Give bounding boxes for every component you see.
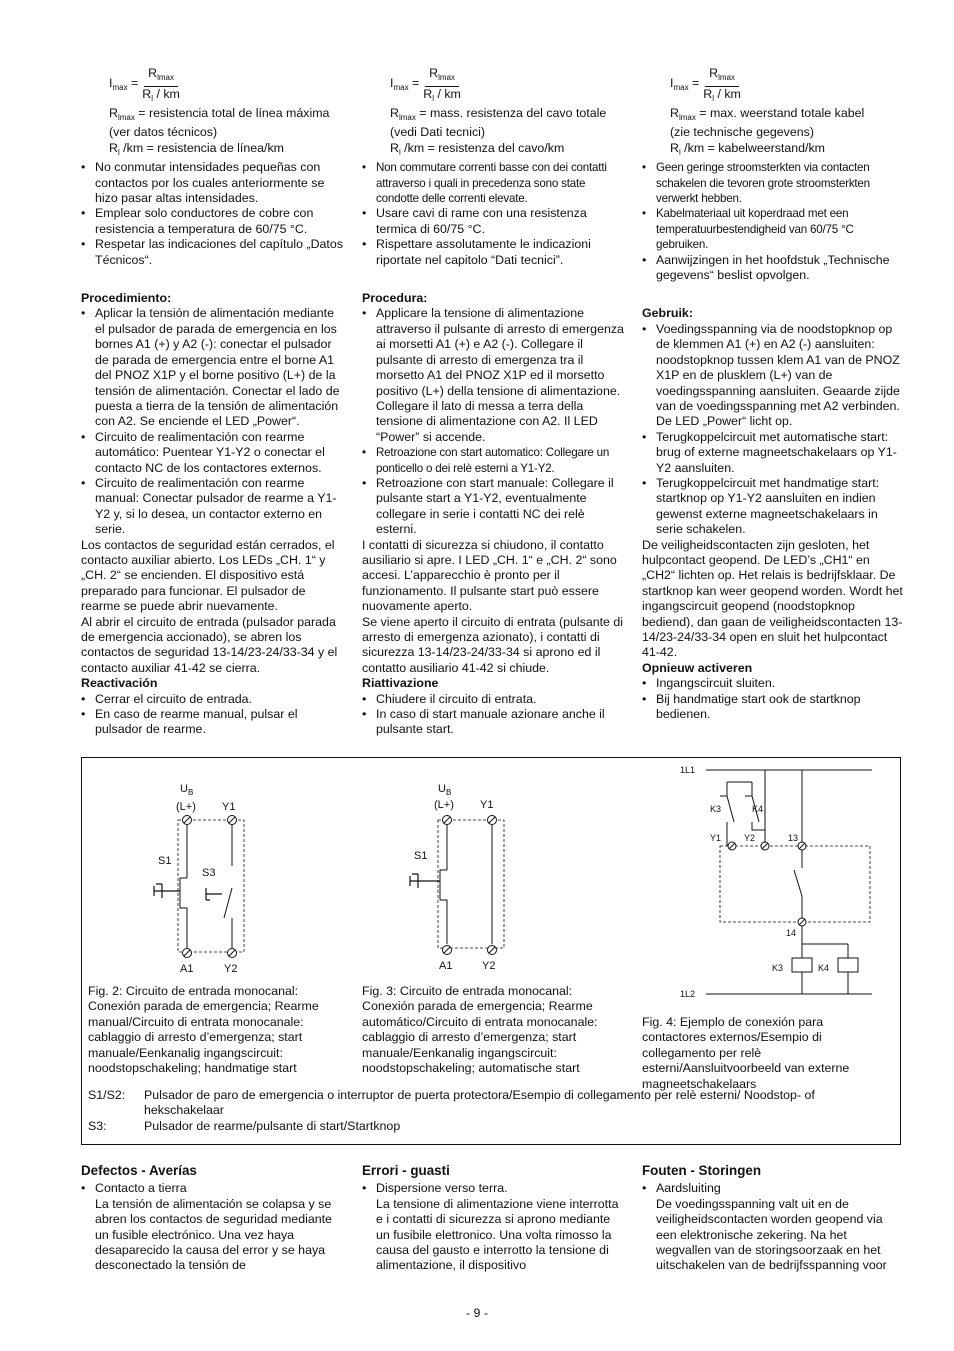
column-it: [362, 66, 624, 738]
list-item: • Aardsluiting: [642, 1181, 904, 1196]
procedure-list: [642, 322, 904, 538]
list-item: • Terugkoppelcircuit met handmatige start: startknop op Y1-Y2 aansluiten en indien gewenst externe magneetschakelaars in serie schakelen.: [642, 476, 904, 538]
label-a1: A1: [180, 963, 194, 975]
formula-den: R: [142, 86, 152, 101]
label-14: 14: [786, 928, 797, 938]
terminal-y1: [228, 816, 237, 825]
section-faults-it: [362, 1163, 624, 1274]
section-faults-es: [81, 1163, 343, 1274]
list-item: • Aanwijzingen in het hoofdstuk „Technische gegevens“ beslist opvolgen.: [642, 253, 904, 284]
list-item: • Emplear solo conductores de cobre con resistencia a temperatura de 60/75 °C.: [81, 206, 343, 237]
fig2-circuit-diagram: [142, 778, 272, 978]
s3-contact: [224, 888, 232, 948]
reactivation-list: [81, 692, 343, 738]
s1-contact: [180, 878, 187, 948]
notes-list: [642, 160, 904, 283]
label-y2: Y2: [224, 963, 238, 975]
section-faults-nl: [642, 1163, 904, 1274]
label-ub: $U_B$: [180, 783, 194, 797]
column-es: [81, 66, 343, 738]
paragraph: Se viene aperto il circuito di entrata (pulsante di arresto di emergenza azionato), i contatti di sicurezza 13-14/23-24/33-34 si aprono ed il contatto ausiliario 41-42 si chiude.: [362, 614, 624, 675]
paragraph: I contatti di sicurezza si chiudono, il contatto ausiliario si apre. I LED „CH. 1“ e „CH. 2“ sono accesi. L’apparecchio è pronto per il funzionamento. Il pulsante start può essere nuovamente aperto.: [362, 537, 617, 614]
section-heading: Opnieuw activeren: [642, 660, 753, 675]
list-item: • Kabelmateriaal uit koperdraad met een temperatuurbestendigheid van 60/75 °C gebruiken.: [642, 206, 904, 252]
list-item: • Cerrar el circuito de entrada.: [81, 692, 343, 707]
reset-pushbutton-actuator-icon: [206, 888, 222, 900]
label-13: 13: [788, 833, 799, 843]
label-k3-coil: K3: [772, 963, 784, 973]
label-1l1: 1L1: [680, 765, 696, 775]
section-title: Fouten - Storingen: [642, 1163, 762, 1178]
list-item: • Usare cavi di rame con una resistenza termica di 60/75 °C.: [362, 206, 624, 237]
reactivation-list: [642, 676, 904, 722]
formula-den-sub: l: [151, 93, 153, 103]
formula-lhs: I: [109, 76, 113, 91]
section-title: Defectos - Averías: [81, 1163, 197, 1178]
terminal-y1: [728, 842, 736, 850]
terminal-13: [798, 842, 806, 850]
list-item: • Respetar las indicaciones del capítulo „Datos Técnicos“.: [81, 237, 343, 268]
terminal-y2: [228, 949, 237, 958]
list-item: • Terugkoppelcircuit met automatische start: brug of externe magneetschakelaars op Y1-Y2 aansluiten.: [642, 430, 904, 476]
label-s3: S3: [202, 867, 216, 879]
label-s1: S1: [158, 855, 172, 867]
section-heading: Gebruik:: [642, 306, 693, 321]
paragraph: Al abrir el circuito de entrada (pulsador parada de emergencia accionado), se abren los contactos de seguridad 13-14/23-24/33-34 y el contacto auxiliar 41-42 se cierra.: [81, 614, 338, 675]
label-a1: A1: [439, 960, 453, 972]
paragraph: De veiligheidscontacten zijn gesloten, het hulpcontact geopend. De LED’s „CH1“ en „CH2“ lichten op. Het relais is bedrijfsklaar. De startknop kan weer geopend worden. Wordt het ingangscircuit geopend (noodstopknop bediend), dan gaan de veiligheidscontacten 13-14/23-24/33-34 open en sluit het hulpcontact 41-42.: [642, 537, 903, 660]
fig4-caption: Fig. 4: Ejemplo de conexión para contactores externos/Esempio di collegamento per relè esterni/Aansluitvoorbeeld van externe magneetschakelaars: [642, 1015, 850, 1091]
paragraph: De voedingsspanning valt uit en de veiligheidscontacten worden geopend via een elektronische zekering. Na het wegvallen van de storingsoorzaak en het uitschakelen van de bedrijfsspanning voor: [656, 1196, 887, 1273]
section-title: Errori - guasti: [362, 1163, 450, 1178]
device-outline: [438, 820, 504, 948]
section-heading: Procedimiento:: [81, 291, 172, 306]
label-lplus: (L+): [434, 799, 454, 811]
list-item: • Rispettare assolutamente le indicazioni riportate nel capitolo “Dati tecnici”.: [362, 237, 624, 268]
list-item: • Voedingsspanning via de noodstopknop op de klemmen A1 (+) en A2 (-) aansluiten: noodstopknop tussen klem A1 van de PNOZ X1P en de plusklem (L+) van de voedingsspanning aansluiten. Geaarde zijde van de voedingsspanning met A2 verbinden. De LED „Power“ licht op.: [642, 322, 904, 430]
reactivation-list: [362, 692, 624, 738]
terminal-y2: [488, 946, 497, 955]
label-y2: Y2: [482, 960, 496, 972]
list-item: • No conmutar intensidades pequeñas con contactos por los cuales anteriormente se hizo pasar altas intensidades.: [81, 160, 343, 206]
terminal-a1: [443, 946, 452, 955]
formula-den-rest: / km: [153, 86, 180, 101]
fig2-caption: Fig. 2: Circuito de entrada monocanal: Conexión parada de emergencia; Rearme manual/Circuito di entrata monocanale: cablaggio di arresto d’emergenza; start manuale/Eenkanalig ingangscircuit: noodstopschakeling; handmatige start: [88, 984, 319, 1076]
definition-rl: $R_l$ /km = resistenza del cavo/km: [390, 140, 565, 157]
k3-coil: [792, 958, 812, 972]
list-item: • Geen geringe stroomsterkten via contacten schakelen die tevoren grote stroomsterkten verwerkt hebben.: [642, 160, 904, 206]
label-y1: Y1: [222, 801, 236, 813]
formula: $I_{max}$ = $\frac{R_{lmax}}{R_l / km}$: [109, 66, 180, 103]
terminal-14: [798, 918, 806, 926]
label-k4: K4: [752, 804, 764, 814]
list-item: • In caso di start manuale azionare anche il pulsante start.: [362, 707, 624, 738]
fig4-circuit-diagram: [672, 760, 892, 1006]
safety-contact: [794, 850, 802, 918]
formula: $I_{max}$ = $\frac{R_{lmax}}{R_l / km}$: [390, 66, 461, 103]
label-y2: Y2: [744, 833, 756, 843]
definition-rlmax: $R_{lmax} = \max$. weerstand totale kabel (zie technische gegevens): [670, 106, 865, 140]
legend-row: S3: Pulsador de rearme/pulsante di start/Startknop: [88, 1118, 401, 1133]
label-1l2: 1L2: [680, 989, 696, 999]
k4-coil: [838, 958, 858, 972]
list-item: • Non commutare correnti basse con dei contatti attraverso i quali in precedenza sono state condotte delle correnti elevate.: [362, 160, 624, 206]
figure-box: [81, 757, 901, 1145]
section-heading: Reactivación: [81, 676, 158, 691]
emergency-stop-actuator-icon: [154, 884, 180, 898]
device-outline: [178, 820, 244, 952]
terminal-y2: [761, 842, 769, 850]
definition-rlmax: $R_{lmax}$ = resistencia total de línea máxima (ver datos técnicos): [109, 106, 330, 140]
list-item: • Applicare la tensione di alimentazione attraverso il pulsante di arresto di emergenza ai morsetti A1 (+) e A2 (-). Collegare il pulsante di arresto di emergenza tra il morsetto A1 del PNOZ X1P ed il morsetto positivo (L+) della tensione di alimentazione. Collegare il lato di messa a terra della tensione di alimentazione con A2. Il LED “Power” si accende.: [362, 306, 624, 445]
emergency-stop-actuator-icon: [410, 874, 440, 888]
list-item: • Retroazione con start automatico: Collegare un ponticello o dei relè esterni a Y1-Y2.: [362, 445, 624, 476]
list-item: • Ingangscircuit sluiten.: [642, 676, 904, 691]
legend-row: S1/S2: Pulsador de paro de emergencia o interruptor de puerta protectora/Esempio di collegamento per relè esterni/ Noodstop- of hekschakelaar: [88, 1088, 815, 1118]
label-k4-coil: K4: [818, 963, 830, 973]
list-item: • Aplicar la tensión de alimentación mediante el pulsador de parada de emergencia en los bornes A1 (+) y A2 (-): conectar el pulsador de parada de emergencia entre el borne A1 del PNOZ X1P y el borne positivo (L+) de la tensión de alimentación. Conectar el lado de puesta a tierra de la tensión de alimentación con A2. Se enciende el LED „Power“.: [81, 306, 343, 429]
notes-list: [362, 160, 624, 268]
formula-num-sub: lmax: [157, 73, 174, 83]
formula: $I_{max}$ = $\frac{R_{lmax}}{R_l / km}$: [670, 66, 741, 103]
label-lplus: (L+): [176, 801, 196, 813]
list-item: • Dispersione verso terra.: [362, 1181, 624, 1196]
s1-contact: [440, 870, 447, 944]
definition-rl: $R_l$ /km = kabelweerstand/km: [670, 140, 826, 157]
terminal-a1: [183, 949, 192, 958]
list-item: • En caso de rearme manual, pulsar el pulsador de rearme.: [81, 707, 343, 738]
section-heading: Riattivazione: [362, 676, 439, 691]
list-item: • Contacto a tierra: [81, 1181, 343, 1196]
formula-num: R: [148, 66, 158, 81]
paragraph: Los contactos de seguridad están cerrados, el contacto auxiliar abierto. Los LEDs „CH. 1“ y „CH. 2“ se encienden. El dispositivo está preparado para funcionar. El pulsador de rearme se puede abrir nuevamente.: [81, 537, 335, 614]
notes-list: [81, 160, 343, 268]
column-nl: [642, 66, 904, 722]
formula-lhs-sub: max: [112, 83, 128, 93]
definition-rl: $R_l$ /km = resistencia de línea/km: [109, 140, 284, 157]
figure-legend: [88, 1088, 888, 1134]
k3-nc-contact: [720, 796, 734, 826]
list-item: • Bij handmatige start ook de startknop bedienen.: [642, 692, 904, 723]
label-y1: Y1: [480, 799, 494, 811]
label-k3: K3: [710, 804, 722, 814]
list-item: • Circuito de realimentación con rearme manual: Conectar pulsador de rearme a Y1-Y2 y, si lo desea, un contactor externo en serie.: [81, 476, 343, 538]
section-heading: Procedura:: [362, 291, 428, 306]
list-item: • Circuito de realimentación con rearme automático: Puentear Y1-Y2 o conectar el contacto NC de los contactores externos.: [81, 430, 343, 476]
terminal-y1: [488, 816, 497, 825]
terminal-lplus: [183, 816, 192, 825]
page-number: - 9 -: [465, 1306, 489, 1320]
label-ub: $U_B$: [438, 783, 452, 797]
definition-rlmax: $R_{lmax}$ = mass. resistenza del cavo totale (vedi Dati tecnici): [390, 106, 607, 140]
list-item: • Retroazione con start manuale: Collegare il pulsante start a Y1-Y2, eventualmente collegare in serie i contatti NC dei relè esterni.: [362, 476, 624, 538]
list-item: • Chiudere il circuito di entrata.: [362, 692, 624, 707]
procedure-list: [81, 306, 343, 537]
procedure-list: [362, 306, 624, 537]
device-outline: [720, 846, 870, 922]
paragraph: La tensión de alimentación se colapsa y se abren los contactos de seguridad mediante un fusible electrónico. Una vez haya desaparecido la causa del error y se haya desconectado la tensión de: [95, 1196, 332, 1273]
terminal-lplus: [443, 816, 452, 825]
paragraph: La tensione di alimentazione viene interrotta e i contatti di sicurezza si aprono mediante un fusibile elettronico. Una volta rimosso la causa del gausto e interrotto la tensione di alimentazione, il dispositivo: [376, 1196, 619, 1273]
label-s1: S1: [414, 850, 428, 862]
label-y1: Y1: [710, 833, 722, 843]
fig3-caption: Fig. 3: Circuito de entrada monocanal: Conexión parada de emergencia; Rearme automático/Circuito di entrata monocanale: cablaggio di arresto d’emergenza; start manuale/Eenkanalig ingangscircuit: noodstopschakeling; automatische start: [362, 984, 598, 1076]
fig3-circuit-diagram: [402, 778, 522, 978]
